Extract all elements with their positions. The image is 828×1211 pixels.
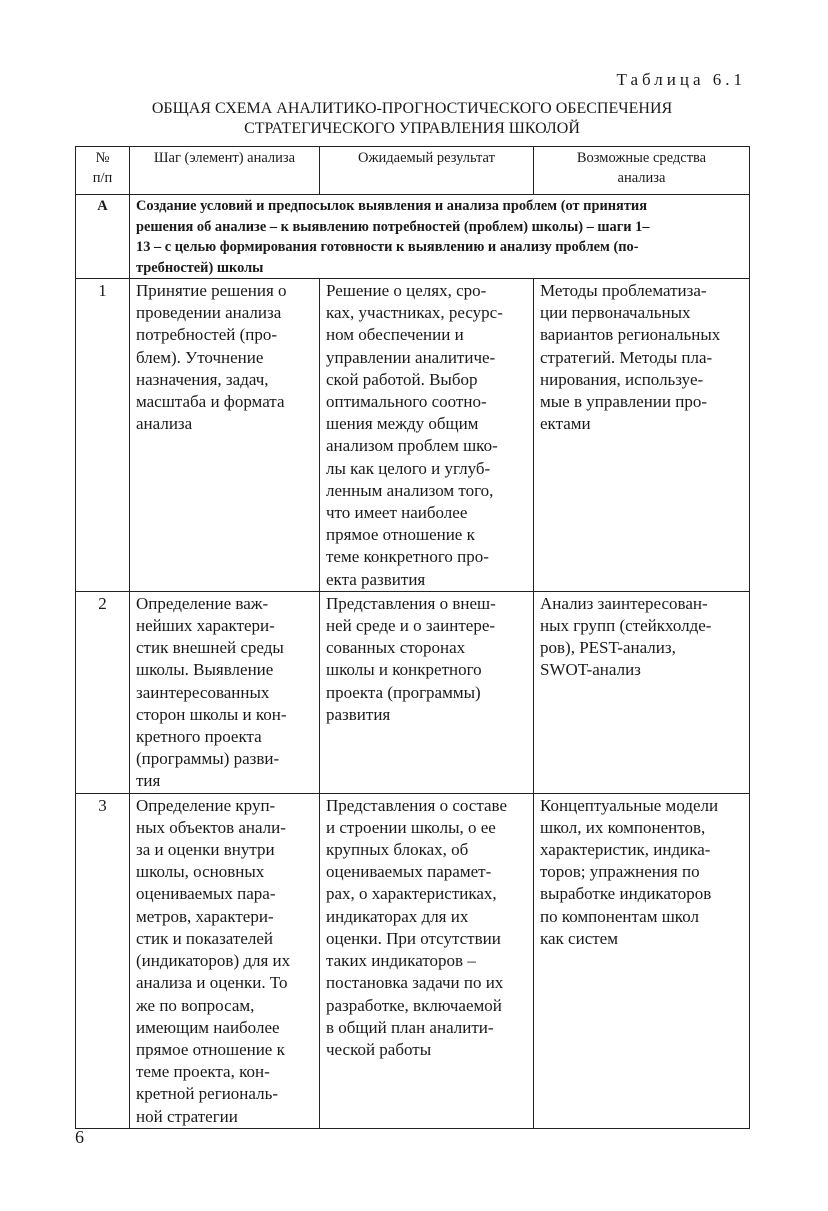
cell-line: теме конкретного про-	[326, 547, 489, 567]
row-means-cell	[534, 591, 750, 793]
cell-line: стик внешней среды	[136, 638, 284, 658]
cell-line: оцениваемых пара-	[136, 884, 276, 904]
cell-line: ных объектов анали-	[136, 817, 286, 837]
row-number: 1	[76, 279, 130, 592]
cell-line: нейших характери-	[136, 616, 275, 636]
section-text	[130, 195, 750, 279]
cell-line: екта развития	[326, 569, 426, 589]
cell-line: школы и конкретного	[326, 660, 482, 680]
cell-line: SWOT-анализ	[540, 660, 641, 680]
cell-line: блем). Уточнение	[136, 347, 264, 367]
cell-line: характеристик, индика-	[540, 840, 711, 860]
title-line: ОБЩАЯ СХЕМА АНАЛИТИКО-ПРОГНОСТИЧЕСКОГО ОБЕСПЕЧЕНИЯ	[151, 100, 673, 117]
row-result-cell	[320, 279, 534, 592]
cell-line: потребностей (про-	[136, 325, 278, 345]
cell-line: кретной региональ-	[136, 1084, 278, 1104]
cell-line: проекта (программы)	[326, 682, 481, 702]
cell-line: оценки. При отсутствии	[326, 928, 501, 948]
cell-line: анализом проблем шко-	[326, 436, 498, 456]
header-means-line: Возможные средства	[576, 150, 707, 166]
section-row	[76, 195, 750, 279]
cell-line: оптимального соотно-	[326, 392, 487, 412]
header-result: Ожидаемый результат	[320, 147, 534, 195]
cell-line: кретного проекта	[136, 727, 262, 747]
header-means	[534, 147, 750, 195]
cell-line: рах, о характеристиках,	[326, 884, 497, 904]
cell-line: тия	[136, 771, 161, 791]
table-header-row	[76, 147, 750, 195]
cell-line: ных групп (стейкхолде-	[540, 616, 712, 636]
cell-line: сторон школы и кон-	[136, 704, 287, 724]
cell-line: анализа и оценки. То	[136, 973, 288, 993]
cell-line: ции первоначальных	[540, 303, 691, 323]
table-title	[75, 99, 749, 139]
cell-line: Решение о целях, сро-	[326, 281, 487, 300]
section-text-line: решения об анализе – к выявлению потребностей (проблем) школы) – шаги 1–	[136, 218, 650, 235]
cell-line: проведении анализа	[136, 303, 282, 323]
cell-line: разработке, включаемой	[326, 995, 502, 1015]
cell-line: Анализ заинтересован-	[540, 593, 708, 613]
cell-line: по компонентам школ	[540, 906, 699, 926]
page-number: 6	[75, 1127, 84, 1147]
cell-line: школ, их компонентов,	[540, 817, 706, 837]
header-num-line: п/п	[92, 170, 113, 186]
cell-line: как систем	[540, 928, 618, 948]
row-result-cell	[320, 793, 534, 1128]
cell-line: мые в управлении про-	[540, 392, 708, 412]
cell-line: лы как целого и углуб-	[326, 458, 491, 478]
row-result-cell	[320, 591, 534, 793]
cell-line: Определение круп-	[136, 795, 276, 815]
title-line: СТРАТЕГИЧЕСКОГО УПРАВЛЕНИЯ ШКОЛОЙ	[244, 120, 580, 137]
cell-line: теме проекта, кон-	[136, 1062, 270, 1082]
header-num-line: №	[95, 150, 110, 166]
cell-line: вариантов региональных	[540, 325, 721, 345]
cell-line: ленным анализом того,	[326, 480, 494, 500]
table-label: Таблица 6.1	[616, 70, 746, 89]
row-number: 2	[76, 591, 130, 793]
section-text-line: требностей) школы	[136, 259, 264, 276]
cell-line: ней среде и о заинтере-	[326, 616, 496, 636]
cell-line: прямое отношение к	[326, 525, 475, 545]
cell-line: же по вопросам,	[136, 995, 255, 1015]
header-means-line: анализа	[617, 170, 666, 186]
cell-line: анализа	[136, 414, 193, 434]
cell-line: выработке индикаторов	[540, 884, 712, 904]
cell-line: и строении школы, о ее	[326, 817, 496, 837]
cell-line: стик и показателей	[136, 928, 273, 948]
cell-line: шения между общим	[326, 414, 479, 434]
cell-line: школы. Выявление	[136, 660, 274, 680]
row-step-cell	[130, 793, 320, 1128]
row-means-cell	[534, 793, 750, 1128]
cell-line: Определение важ-	[136, 593, 269, 613]
cell-line: ческой работы	[326, 1039, 432, 1059]
cell-line: крупных блоках, об	[326, 840, 469, 860]
row-number: 3	[76, 793, 130, 1128]
cell-line: (программы) разви-	[136, 749, 280, 769]
cell-line: нирования, используе-	[540, 369, 704, 389]
cell-line: Представления о внеш-	[326, 593, 496, 613]
cell-line: прямое отношение к	[136, 1039, 285, 1059]
cell-line: ектами	[540, 414, 591, 434]
section-text-line: Создание условий и предпосылок выявления и анализа проблем (от принятия	[136, 198, 647, 214]
cell-line: ках, участниках, ресурс-	[326, 303, 503, 323]
cell-line: заинтересованных	[136, 682, 270, 702]
cell-line: индикаторах для их	[326, 906, 469, 926]
cell-line: назначения, задач,	[136, 369, 269, 389]
header-step: Шаг (элемент) анализа	[130, 147, 320, 195]
table-row	[76, 793, 750, 1128]
row-step-cell	[130, 591, 320, 793]
cell-line: ров), PEST-анализ,	[540, 638, 676, 658]
table-row	[76, 279, 750, 592]
cell-line: имеющим наиболее	[136, 1017, 280, 1037]
cell-line: развития	[326, 704, 391, 724]
cell-line: Концептуальные модели	[540, 795, 719, 815]
cell-line: постановка задачи по их	[326, 973, 504, 993]
table-row	[76, 591, 750, 793]
cell-line: управлении аналитиче-	[326, 347, 496, 367]
cell-line: торов; упражнения по	[540, 862, 700, 882]
cell-line: ной стратегии	[136, 1106, 238, 1126]
cell-line: Представления о составе	[326, 795, 507, 815]
cell-line: Методы проблематиза-	[540, 281, 707, 300]
cell-line: сованных сторонах	[326, 638, 466, 658]
cell-line: масштаба и формата	[136, 392, 285, 412]
cell-line: таких индикаторов –	[326, 951, 476, 971]
cell-line: в общий план аналити-	[326, 1017, 494, 1037]
cell-line: школы, основных	[136, 862, 265, 882]
row-means-cell	[534, 279, 750, 592]
section-text-line: 13 – с целью формирования готовности к выявлению и анализу проблем (по-	[136, 239, 639, 255]
cell-line: Принятие решения о	[136, 281, 287, 300]
cell-line: (индикаторов) для их	[136, 951, 291, 971]
row-step-cell	[130, 279, 320, 592]
cell-line: оцениваемых парамет-	[326, 862, 492, 882]
cell-line: за и оценки внутри	[136, 840, 275, 860]
cell-line: ном обеспечении и	[326, 325, 464, 345]
analysis-table	[75, 146, 750, 1129]
cell-line: метров, характери-	[136, 906, 274, 926]
section-label: А	[76, 195, 130, 279]
cell-line: ской работой. Выбор	[326, 369, 478, 389]
cell-line: стратегий. Методы пла-	[540, 347, 713, 367]
cell-line: что имеет наиболее	[326, 503, 468, 523]
header-num	[76, 147, 130, 195]
